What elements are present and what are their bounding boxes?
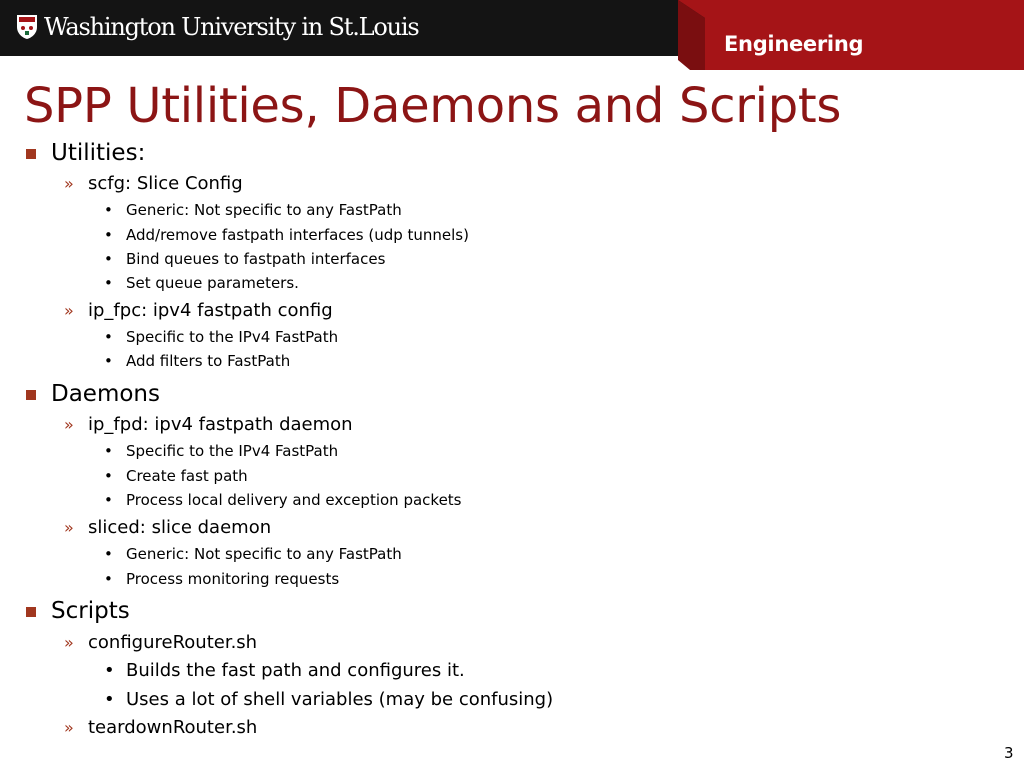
slide-title: SPP Utilities, Daemons and Scripts xyxy=(24,78,842,134)
dot-bullet-icon: • xyxy=(104,274,113,292)
sub-bullet: Generic: Not specific to any FastPath xyxy=(126,201,402,219)
item-teardown-router: teardownRouter.sh xyxy=(88,717,258,738)
chevron-bullet-icon: » xyxy=(64,718,74,737)
sub-bullet: Add/remove fastpath interfaces (udp tunnels) xyxy=(126,226,469,244)
dot-bullet-icon: • xyxy=(104,442,113,460)
sub-bullet: Specific to the IPv4 FastPath xyxy=(126,328,339,346)
sub-bullet: Uses a lot of shell variables (may be confusing) xyxy=(126,689,554,710)
school-label: Engineering xyxy=(724,32,864,56)
chevron-bullet-icon: » xyxy=(64,301,74,320)
dot-bullet-icon: • xyxy=(104,570,113,588)
sub-bullet: Process local delivery and exception packets xyxy=(126,491,462,509)
dot-bullet-icon: • xyxy=(104,660,115,681)
page-number: 3 xyxy=(1004,744,1014,762)
dot-bullet-icon: • xyxy=(104,491,113,509)
sub-bullet: Specific to the IPv4 FastPath xyxy=(126,442,339,460)
dot-bullet-icon: • xyxy=(104,545,113,563)
square-bullet-icon xyxy=(26,607,36,617)
dot-bullet-icon: • xyxy=(104,226,113,244)
sub-bullet: Generic: Not specific to any FastPath xyxy=(126,545,402,563)
sub-bullet: Process monitoring requests xyxy=(126,570,340,588)
item-configure-router: configureRouter.sh xyxy=(88,632,258,653)
item-ip-fpd: ip_fpd: ipv4 fastpath daemon xyxy=(88,414,353,435)
sub-bullet: Set queue parameters. xyxy=(126,274,299,292)
university-name: Washington University in St.Louis xyxy=(44,13,419,41)
sub-bullet: Create fast path xyxy=(126,467,248,485)
section-utilities: Utilities: xyxy=(51,140,146,166)
dot-bullet-icon: • xyxy=(104,201,113,219)
sub-bullet: Add filters to FastPath xyxy=(126,352,291,370)
chevron-bullet-icon: » xyxy=(64,518,74,537)
item-ip-fpc: ip_fpc: ipv4 fastpath config xyxy=(88,300,333,321)
square-bullet-icon xyxy=(26,149,36,159)
square-bullet-icon xyxy=(26,390,36,400)
chevron-bullet-icon: » xyxy=(64,633,74,652)
dot-bullet-icon: • xyxy=(104,328,113,346)
section-scripts: Scripts xyxy=(51,598,130,624)
dot-bullet-icon: • xyxy=(104,689,115,710)
dot-bullet-icon: • xyxy=(104,467,113,485)
sub-bullet: Builds the fast path and configures it. xyxy=(126,660,465,681)
item-scfg: scfg: Slice Config xyxy=(88,173,243,194)
section-daemons: Daemons xyxy=(51,381,160,407)
dot-bullet-icon: • xyxy=(104,352,113,370)
chevron-bullet-icon: » xyxy=(64,174,74,193)
sub-bullet: Bind queues to fastpath interfaces xyxy=(126,250,386,268)
item-sliced: sliced: slice daemon xyxy=(88,517,272,538)
dot-bullet-icon: • xyxy=(104,250,113,268)
chevron-bullet-icon: » xyxy=(64,415,74,434)
